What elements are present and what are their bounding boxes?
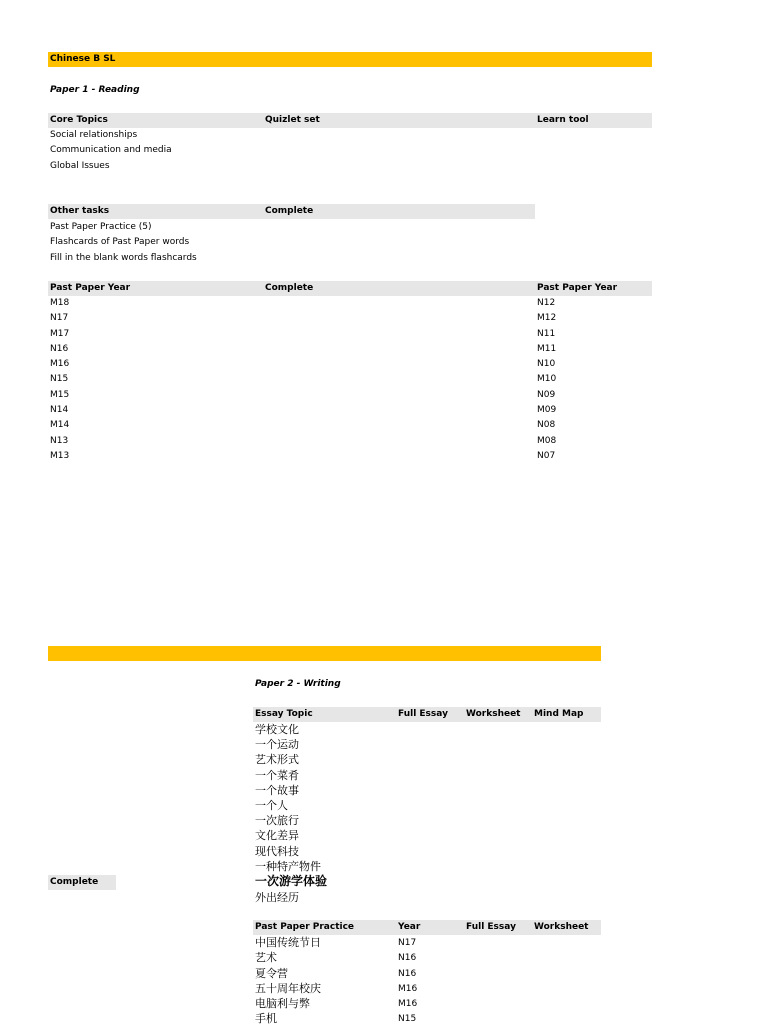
list-item: 一种特产物件 (255, 859, 321, 873)
table-cell: N15 (398, 1014, 417, 1025)
table-cell: M10 (537, 374, 557, 385)
list-item: Social relationships (50, 130, 138, 140)
table-cell: M11 (537, 343, 557, 354)
table-cell: 手机 (255, 1012, 277, 1026)
table-cell: M18 (50, 298, 70, 308)
table-cell: M14 (50, 420, 70, 431)
table-cell: 艺术 (255, 951, 277, 965)
practice-topic-header: Past Paper Practice (255, 922, 355, 932)
table-cell: N17 (50, 313, 69, 324)
practice-year-header: Year (398, 922, 421, 932)
table-cell: 五十周年校庆 (255, 981, 321, 995)
practice-full-essay-header: Full Essay (466, 922, 516, 932)
table-cell: N09 (537, 389, 556, 400)
table-cell: N08 (537, 420, 556, 431)
list-item: Flashcards of Past Paper words (50, 237, 190, 248)
table-cell: M16 (398, 983, 418, 994)
table-cell: M12 (537, 313, 557, 324)
past-year-header-right: Past Paper Year (537, 283, 618, 293)
list-item: 文化差异 (255, 829, 299, 843)
list-item: Communication and media (50, 145, 172, 156)
mind-map-header: Mind Map (534, 709, 584, 719)
other-tasks-list (50, 220, 197, 266)
full-essay-header: Full Essay (398, 709, 448, 719)
list-item: Past Paper Practice (5) (50, 222, 152, 232)
table-cell: N13 (50, 435, 69, 446)
table-cell: M08 (537, 435, 557, 446)
table-cell: M13 (50, 450, 70, 461)
core-topics-header: Core Topics (50, 115, 108, 125)
list-item: 一个故事 (255, 783, 299, 797)
complete-label: Complete (50, 877, 99, 887)
table-cell: N07 (537, 450, 556, 461)
list-item: 学校文化 (255, 723, 299, 736)
table-cell: N16 (398, 968, 417, 979)
past-complete-header: Complete (265, 283, 314, 293)
essay-topic-header: Essay Topic (255, 709, 313, 719)
table-cell: N16 (50, 343, 69, 354)
list-item: 艺术形式 (255, 753, 299, 767)
table-cell: 夏令营 (255, 966, 288, 980)
essay-topics-list (255, 722, 327, 905)
list-item: 一个菜肴 (255, 768, 299, 782)
list-item: Fill in the blank words flashcards (50, 252, 197, 263)
practice-years-list (398, 936, 417, 1028)
list-item: 一次游学体验 (255, 873, 328, 888)
table-cell: 中国传统节日 (255, 936, 321, 949)
paper1-heading: Paper 1 - Reading (50, 85, 140, 95)
worksheet-header: Worksheet (466, 709, 521, 719)
table-cell: M17 (50, 328, 70, 339)
table-cell: N11 (537, 328, 556, 339)
core-topics-list (50, 128, 172, 174)
table-cell: N10 (537, 359, 556, 370)
list-item: 一个运动 (255, 738, 299, 752)
other-tasks-header: Other tasks (50, 206, 110, 216)
section2-bar (48, 646, 601, 661)
list-item: 一个人 (255, 798, 288, 812)
complete-header: Complete (265, 206, 314, 216)
table-cell: N15 (50, 374, 69, 385)
list-item: 一次旅行 (255, 814, 299, 828)
learn-tool-header: Learn tool (537, 115, 589, 125)
table-cell: N14 (50, 405, 69, 416)
table-cell: 电脑利与弊 (255, 997, 310, 1011)
past-year-header-left: Past Paper Year (50, 283, 131, 293)
paper2-heading: Paper 2 - Writing (255, 679, 341, 689)
list-item: 外出经历 (255, 891, 299, 905)
past-years-left (50, 296, 69, 464)
practice-worksheet-header: Worksheet (534, 922, 589, 932)
practice-topics-list (255, 935, 321, 1027)
table-cell: M16 (50, 359, 70, 370)
table-cell: N17 (398, 938, 417, 948)
list-item: 现代科技 (255, 844, 299, 858)
page-title: Chinese B SL (50, 54, 116, 64)
table-cell: M15 (50, 389, 70, 400)
table-cell: M09 (537, 405, 557, 416)
list-item: Global Issues (50, 160, 110, 171)
table-cell: M16 (398, 999, 418, 1010)
title-bar (48, 52, 652, 67)
past-years-right (537, 296, 556, 464)
table-cell: N12 (537, 298, 556, 308)
quizlet-set-header: Quizlet set (265, 115, 320, 125)
table-cell: N16 (398, 953, 417, 964)
